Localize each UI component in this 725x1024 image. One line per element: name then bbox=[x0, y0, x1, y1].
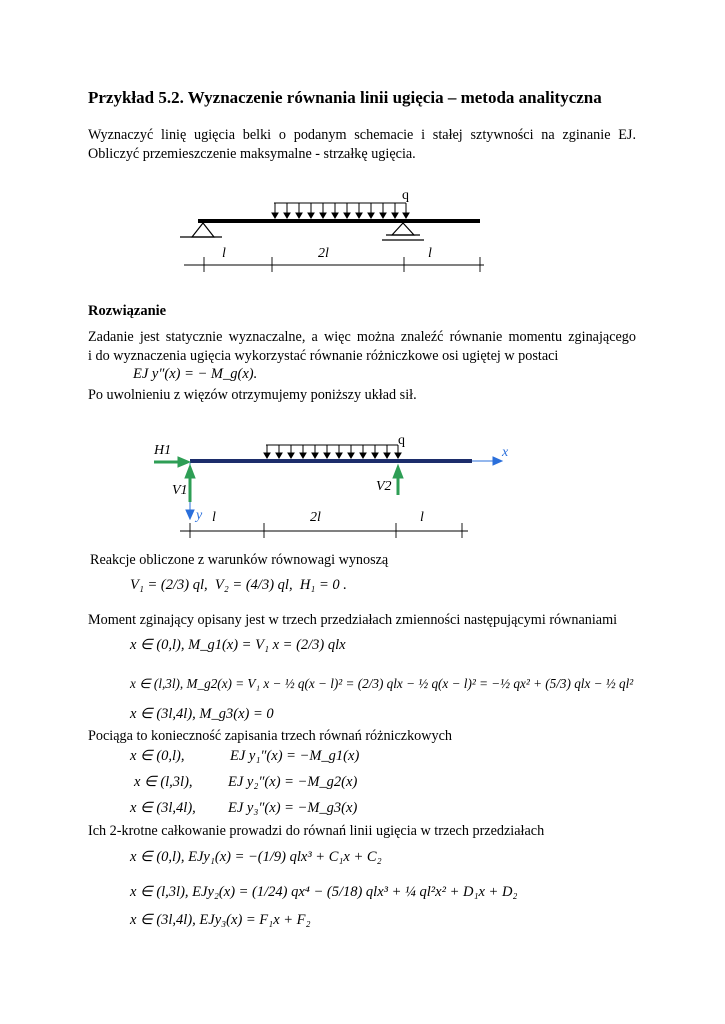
load-label-q-fbd: q bbox=[398, 433, 405, 448]
span-label-right: l bbox=[428, 246, 432, 261]
section-heading: Rozwiązanie bbox=[88, 303, 167, 319]
reaction-v1-value: V₁ = (2/3) ql bbox=[130, 577, 205, 593]
span-label-left-fbd: l bbox=[212, 510, 216, 525]
reactions-intro: Reakcje obliczone z warunków równowagi wynoszą bbox=[90, 552, 389, 568]
reaction-v1-label: V1 bbox=[172, 483, 188, 498]
solution-line-2: i do wyznaczenia ugięcia wykorzystać równanie różniczkowe osi ugiętej w postaci bbox=[88, 348, 559, 364]
diffeq-eq-1: EJ y₁″(x) = −M_g1(x) bbox=[230, 748, 360, 764]
reaction-v2-value: V₂ = (4/3) ql bbox=[214, 577, 289, 593]
moment-eq-3: x ∈ (3l,4l), M_g3(x) = 0 bbox=[130, 706, 274, 722]
span-label-left: l bbox=[222, 246, 226, 261]
integration-intro: Ich 2-krotne całkowanie prowadzi do równań linii ugięcia w trzech przedziałach bbox=[88, 823, 545, 839]
intro-line-1: Wyznaczyć linię ugięcia belki o podanym schemacie i stałej sztywności na zginanie EJ. bbox=[88, 127, 636, 143]
reaction-v2-arrow bbox=[393, 465, 403, 495]
reaction-h1-label: H1 bbox=[154, 443, 172, 458]
diffeq-range-2: x ∈ (l,3l), bbox=[134, 774, 193, 790]
diffeq-eq-2: EJ y₂″(x) = −M_g2(x) bbox=[228, 774, 358, 790]
diffeq-range-3: x ∈ (3l,4l), bbox=[130, 800, 196, 816]
span-label-mid: 2l bbox=[318, 246, 329, 261]
reaction-h1-value: H₁ = 0 . bbox=[299, 577, 347, 593]
dimension-line bbox=[184, 257, 484, 272]
solution-line-3: Po uwolnieniu z więzów otrzymujemy poniższy układ sił. bbox=[88, 387, 417, 403]
moment-intro: Moment zginający opisany jest w trzech przedziałach zmienności następującymi równaniami bbox=[88, 612, 618, 628]
deflection-eq-3: x ∈ (3l,4l), EJy₃(x) = F₁x + F₂ bbox=[130, 912, 311, 928]
y-axis-label: y bbox=[196, 508, 203, 523]
x-axis-arrow bbox=[472, 457, 502, 465]
differential-equation: EJ y″(x) = − M_g(x). bbox=[133, 366, 258, 382]
solution-line-1: Zadanie jest statycznie wyznaczalne, a więc można znaleźć równanie momentu zginającego bbox=[88, 329, 636, 345]
beam-scheme-figure bbox=[170, 186, 500, 276]
x-axis-label: x bbox=[502, 445, 509, 460]
distributed-load-arrows-fbd bbox=[264, 445, 401, 458]
diffeq-range-1: x ∈ (0,l), bbox=[130, 748, 185, 764]
diffeq-intro: Pociąga to konieczność zapisania trzech równań różniczkowych bbox=[88, 728, 452, 744]
reaction-v2-label: V2 bbox=[376, 479, 392, 494]
left-pin-support bbox=[180, 223, 222, 237]
deflection-eq-1: x ∈ (0,l), EJy₁(x) = −(1/9) qlx³ + C₁x + C₂ bbox=[130, 849, 382, 865]
deflection-eq-2: x ∈ (l,3l), EJy₂(x) = (1/24) qx⁴ − (5/18) qlx³ + ¼ ql²x² + D₁x + D₂ bbox=[130, 884, 518, 900]
page-title: Przykład 5.2. Wyznaczenie równania linii ugięcia – metoda analityczna bbox=[88, 88, 602, 107]
free-body-figure bbox=[150, 432, 530, 544]
beam-fbd bbox=[190, 459, 472, 463]
moment-eq-1: x ∈ (0,l), M_g1(x) = V₁ x = (2/3) qlx bbox=[130, 637, 346, 653]
reactions-row: V₁ = (2/3) ql, V₂ = (4/3) ql, H₁ = 0 . bbox=[130, 577, 347, 593]
distributed-load-arrows bbox=[272, 203, 409, 218]
intro-line-2: Obliczyć przemieszczenie maksymalne - strzałkę ugięcia. bbox=[88, 146, 416, 162]
dimension-line-fbd bbox=[180, 523, 468, 538]
span-label-mid-fbd: 2l bbox=[310, 510, 321, 525]
diffeq-eq-3: EJ y₃″(x) = −M_g3(x) bbox=[228, 800, 358, 816]
span-label-right-fbd: l bbox=[420, 510, 424, 525]
moment-eq-2: x ∈ (l,3l), M_g2(x) = V₁ x − ½ q(x − l)² = (2/3) qlx − ½ q(x − l)² = −½ qx² + (5/3) qlx − ½ ql² bbox=[130, 676, 634, 691]
reaction-h1-arrow bbox=[154, 457, 190, 467]
beam bbox=[198, 219, 480, 223]
load-label-q: q bbox=[402, 188, 409, 203]
right-roller-support bbox=[382, 223, 424, 240]
